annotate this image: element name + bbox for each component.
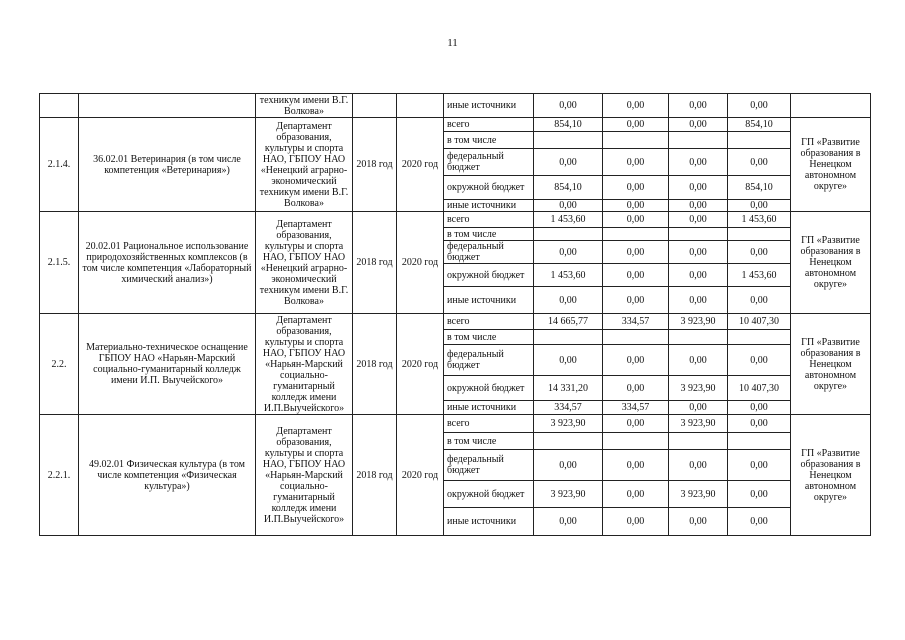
activity-name-cell: [79, 94, 256, 118]
source-label: федеральный бюджет: [444, 241, 534, 264]
value-cell: [669, 330, 728, 345]
value-cell: 0,00: [603, 508, 669, 536]
value-cell: 1 453,60: [728, 212, 791, 228]
value-cell: 0,00: [603, 94, 669, 118]
table-row: [40, 415, 871, 433]
value-cell: 0,00: [728, 450, 791, 481]
value-cell: 334,57: [603, 401, 669, 415]
end-year-cell: [397, 94, 444, 118]
value-cell: 0,00: [728, 481, 791, 508]
source-label: иные источники: [444, 401, 534, 415]
source-label: всего: [444, 212, 534, 228]
source-label: иные источники: [444, 200, 534, 212]
value-cell: 0,00: [669, 508, 728, 536]
value-cell: 0,00: [669, 287, 728, 314]
value-cell: 3 923,90: [534, 415, 603, 433]
table-row: [40, 314, 871, 330]
value-cell: 0,00: [603, 415, 669, 433]
value-cell: 0,00: [534, 508, 603, 536]
value-cell: 0,00: [603, 176, 669, 200]
table-row: [40, 118, 871, 132]
activity-name-cell: 49.02.01 Физическая культура (в том числе компетенция «Физическая культура»): [79, 415, 256, 536]
value-cell: 0,00: [728, 241, 791, 264]
start-year-cell: 2018 год: [353, 212, 397, 314]
value-cell: 0,00: [669, 450, 728, 481]
value-cell: [603, 433, 669, 450]
value-cell: 0,00: [603, 481, 669, 508]
value-cell: 10 407,30: [728, 376, 791, 401]
value-cell: 0,00: [603, 118, 669, 132]
department-cell: Департамент образования, культуры и спорта НАО, ГБПОУ НАО «Нарьян-Марский социально-гуманитарный колледж имени И.П.Выучейского»: [256, 314, 353, 415]
value-cell: 0,00: [728, 94, 791, 118]
value-cell: 0,00: [728, 287, 791, 314]
value-cell: 1 453,60: [534, 264, 603, 287]
value-cell: 0,00: [534, 345, 603, 376]
program-cell: [791, 94, 871, 118]
value-cell: 0,00: [603, 450, 669, 481]
value-cell: [669, 433, 728, 450]
value-cell: 0,00: [728, 200, 791, 212]
value-cell: 0,00: [669, 200, 728, 212]
source-label: в том числе: [444, 330, 534, 345]
source-label: окружной бюджет: [444, 481, 534, 508]
value-cell: 0,00: [669, 345, 728, 376]
row-number-cell: 2.1.5.: [40, 212, 79, 314]
department-cell: Департамент образования, культуры и спорта НАО, ГБПОУ НАО «Ненецкий аграрно-экономический техникум имени В.Г. Волкова»: [256, 212, 353, 314]
value-cell: 0,00: [728, 345, 791, 376]
value-cell: 0,00: [669, 241, 728, 264]
value-cell: [603, 330, 669, 345]
end-year-cell: 2020 год: [397, 314, 444, 415]
value-cell: 0,00: [669, 94, 728, 118]
source-label: в том числе: [444, 433, 534, 450]
source-label: окружной бюджет: [444, 176, 534, 200]
value-cell: 0,00: [603, 345, 669, 376]
value-cell: 854,10: [534, 118, 603, 132]
value-cell: 3 923,90: [669, 415, 728, 433]
program-cell: ГП «Развитие образования в Ненецком автономном округе»: [791, 314, 871, 415]
row-number-cell: 2.2.: [40, 314, 79, 415]
value-cell: 0,00: [534, 287, 603, 314]
source-label: иные источники: [444, 287, 534, 314]
source-label: всего: [444, 314, 534, 330]
value-cell: 0,00: [603, 264, 669, 287]
value-cell: 0,00: [603, 200, 669, 212]
value-cell: 0,00: [669, 118, 728, 132]
source-label: окружной бюджет: [444, 376, 534, 401]
department-cell: Департамент образования, культуры и спорта НАО, ГБПОУ НАО «Нарьян-Марский социально-гуманитарный колледж имени И.П.Выучейского»: [256, 415, 353, 536]
source-label: федеральный бюджет: [444, 149, 534, 176]
value-cell: 3 923,90: [669, 314, 728, 330]
value-cell: [728, 330, 791, 345]
value-cell: 0,00: [728, 149, 791, 176]
value-cell: [534, 330, 603, 345]
source-label: федеральный бюджет: [444, 450, 534, 481]
activity-name-cell: 36.02.01 Ветеринария (в том числе компетенция «Ветеринария»): [79, 118, 256, 212]
value-cell: [603, 228, 669, 241]
page-number: 11: [447, 37, 458, 49]
value-cell: 0,00: [534, 241, 603, 264]
value-cell: [534, 132, 603, 149]
value-cell: 0,00: [669, 401, 728, 415]
value-cell: 0,00: [534, 149, 603, 176]
value-cell: 0,00: [603, 287, 669, 314]
program-cell: ГП «Развитие образования в Ненецком автономном округе»: [791, 212, 871, 314]
value-cell: 0,00: [728, 401, 791, 415]
start-year-cell: 2018 год: [353, 118, 397, 212]
source-label: иные источники: [444, 94, 534, 118]
value-cell: 854,10: [534, 176, 603, 200]
value-cell: 334,57: [603, 314, 669, 330]
value-cell: 10 407,30: [728, 314, 791, 330]
value-cell: 0,00: [534, 200, 603, 212]
value-cell: [669, 132, 728, 149]
value-cell: 334,57: [534, 401, 603, 415]
value-cell: 854,10: [728, 176, 791, 200]
value-cell: 0,00: [669, 176, 728, 200]
row-number-cell: 2.2.1.: [40, 415, 79, 536]
table-row: [40, 94, 871, 118]
end-year-cell: 2020 год: [397, 118, 444, 212]
value-cell: 0,00: [603, 376, 669, 401]
value-cell: 0,00: [728, 508, 791, 536]
value-cell: [534, 433, 603, 450]
value-cell: 0,00: [603, 149, 669, 176]
value-cell: 14 331,20: [534, 376, 603, 401]
source-label: всего: [444, 415, 534, 433]
start-year-cell: 2018 год: [353, 314, 397, 415]
value-cell: 0,00: [669, 149, 728, 176]
program-cell: ГП «Развитие образования в Ненецком автономном округе»: [791, 118, 871, 212]
activity-name-cell: Материально-техническое оснащение ГБПОУ НАО «Нарьян-Марский социально-гуманитарный колледж имени И.П. Выучейского»: [79, 314, 256, 415]
value-cell: 854,10: [728, 118, 791, 132]
source-label: всего: [444, 118, 534, 132]
value-cell: 0,00: [534, 94, 603, 118]
program-table: [39, 93, 871, 536]
source-label: в том числе: [444, 132, 534, 149]
activity-name-cell: 20.02.01 Рациональное использование природохозяйственных комплексов (в том числе компетенция «Лабораторный химический анализ»): [79, 212, 256, 314]
department-cell: техникум имени В.Г. Волкова»: [256, 94, 353, 118]
value-cell: 3 923,90: [669, 481, 728, 508]
value-cell: 3 923,90: [534, 481, 603, 508]
row-number-cell: 2.1.4.: [40, 118, 79, 212]
value-cell: [728, 228, 791, 241]
value-cell: 1 453,60: [728, 264, 791, 287]
value-cell: [728, 433, 791, 450]
end-year-cell: 2020 год: [397, 212, 444, 314]
source-label: федеральный бюджет: [444, 345, 534, 376]
value-cell: [669, 228, 728, 241]
source-label: в том числе: [444, 228, 534, 241]
program-cell: ГП «Развитие образования в Ненецком автономном округе»: [791, 415, 871, 536]
department-cell: Департамент образования, культуры и спорта НАО, ГБПОУ НАО «Ненецкий аграрно-экономический техникум имени В.Г. Волкова»: [256, 118, 353, 212]
value-cell: 0,00: [669, 212, 728, 228]
value-cell: 0,00: [603, 241, 669, 264]
source-label: окружной бюджет: [444, 264, 534, 287]
value-cell: 0,00: [534, 450, 603, 481]
value-cell: 0,00: [728, 415, 791, 433]
table-row: [40, 212, 871, 228]
row-number-cell: [40, 94, 79, 118]
value-cell: 3 923,90: [669, 376, 728, 401]
start-year-cell: 2018 год: [353, 415, 397, 536]
start-year-cell: [353, 94, 397, 118]
value-cell: [603, 132, 669, 149]
value-cell: 0,00: [669, 264, 728, 287]
value-cell: 14 665,77: [534, 314, 603, 330]
value-cell: 0,00: [603, 212, 669, 228]
end-year-cell: 2020 год: [397, 415, 444, 536]
value-cell: [534, 228, 603, 241]
source-label: иные источники: [444, 508, 534, 536]
value-cell: 1 453,60: [534, 212, 603, 228]
value-cell: [728, 132, 791, 149]
